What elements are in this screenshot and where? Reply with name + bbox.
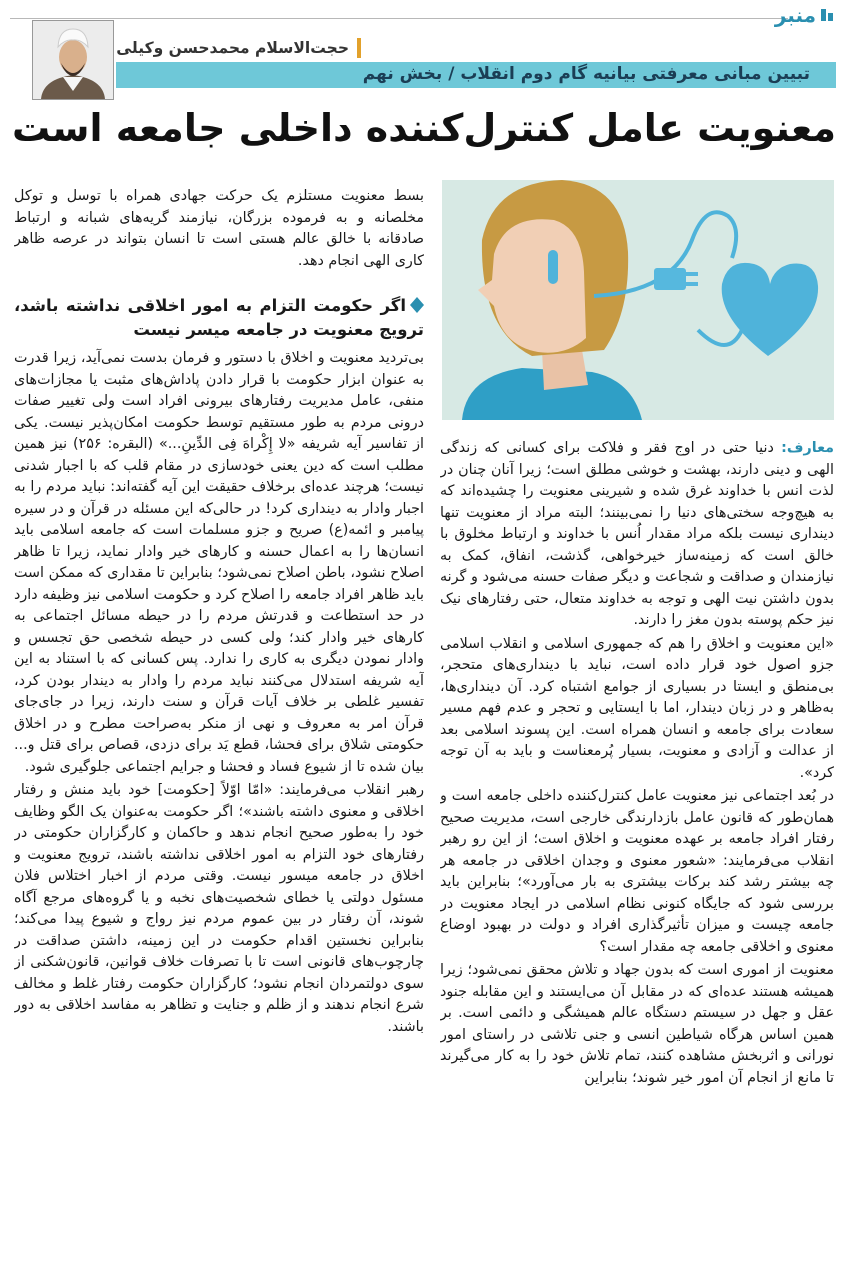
paragraph bbox=[440, 438, 834, 632]
paragraph: در بُعد اجتماعی نیز معنویت عامل کنترل‌کننده داخلی جامعه است و همان‌طور که قانون عامل بازدارندگی خارجی است، مدیریت صحیح رفتار افراد جامعه بر عهده معنویت و اخلاق است؛ از این رو رهبر انقلاب می‌فرمایند: «شعور معنوی و وجدان اخلاقی در جامعه هر چه بیشتر رشد کند برکات بیشتری به بار می‌آورد»؛ بنابراین باید بررسی شود که جایگاه کنونی نظام اسلامی در ایجاد معنویت در جامعه چیست و میزان تأثیرگذاری افراد و دولت در بهبود اوضاع معنوی و اخلاقی جامعه چه مقدار است؟ bbox=[440, 788, 834, 955]
author-photo bbox=[32, 20, 114, 100]
paragraph-text: دنیا حتی در اوج فقر و فلاکت برای کسانی که زندگی الهی و دینی دارند، بهشت و خوشی مطلق است؛ زیرا آنان چنان در لذت انس با خداوند غرق شده و شیرینی معنویت را چشیده‌اند که به هیچ‌وجه سختی‌های دنیا را نمی‌بینند؛ البته مراد از معنویت تنها دینداری نیست بلکه مراد مقدار اُنس با خداوند و ارتباط مخلوق با خالق است که زمینه‌ساز خیرخواهی، گذشت، انفاق، کمک به نیازمندان و صداقت و شجاعت و دیگر صفات حسنه می‌شود و گرنه بدون داشتن نیت الهی و توجه به خداوند متعال، حتی رفتارهای نیک نیز حکم پوسته بدون مغز را دارند. bbox=[440, 440, 834, 628]
author-portrait-icon bbox=[33, 21, 113, 99]
paragraph: رهبر انقلاب می‌فرمایند: «امّا اوّلاً [حکومت] خود باید منش و رفتار اخلاقی و معنوی داشته باشند»؛ اگر حکومت به‌عنوان یک الگو وظایف خود را به‌طور صحیح انجام ندهد و حاکمان و کارگزاران حکومتی در رفتارهای خود التزام به امور اخلاقی نداشته باشند، ترویج معنویت و اخلاق در جامعه میسور نیست. وقتی مردم از اخبار اختلاس فلان مسئول دولتی یا خطای شخصیت‌های نخبه و یا گروه‌های مرجع آگاه شوند، آن رفتار در بین عموم مردم نیز رواج و شیوع پیدا می‌کند؛ بنابراین نخستین اقدام حکومت در این زمینه، داشتن صداقت در چارچوب‌های قانونی است تا با تصرفات خلاف قوانین، قانون‌شکنی از سوی دولتمردان انجام نشود؛ کارگزاران حکومت رفتار غلط و مخالف شرع انجام ندهند و از ظلم و جنایت و تظاهر به مفاسد اخلاقی به دور باشند. bbox=[14, 782, 424, 1035]
paragraph: بی‌تردید معنویت و اخلاق با دستور و فرمان بدست نمی‌آید، زیرا قدرت به عنوان ابزار حکومت با قرار دادن پاداش‌های مثبت یا مجازات‌های منفی، عامل مدیریت رفتارهای بیرونی افراد است ولی تغییر صفات درونی مردم به طور مستقیم توسط حکومت امکان‌پذیر نیست. یکی از تفاسیر آیه شریفه «لا إِکْراهَ فِی الدِّینِ...» (البقره: ۲۵۶) نیز همین مطلب است که دین یعنی خودسازی در مقام قلب که با اجبار شدنی نیست؛ هرچند عده‌ای برخلاف حقیقت این آیه گفته‌اند: نباید مردم را به اجبار وادار به دینداری کرد! در حالی‌که این مسئله در قرآن و در سیره پیامبر و ائمه(ع) صریح و جزو مسلمات است که جامعه اسلامی باید انسان‌ها را به اعمال حسنه و کارهای خیر وادار نماید، زیرا تا ظاهر اصلاح نشود، باطن اصلاح نمی‌شود؛ بنابراین تا مقداری که ممکن است باید ظاهر افراد جامعه را اصلاح کرد و حکومت اسلامی نیز وظیفه دارد در حد استطاعت و قدرتش مردم را در حیطه مسائل اجتماعی به کارهای خیر وادار کند؛ ولی کسی در حیطه شخصی حق تجسس و وادار نمودن دیگری به کاری را ندارد. پس کسانی که با استناد به این آیه شریفه استدلال می‌کنند نباید مردم را وادار به دیندار بودن کرد، تفسیر غلطی بر خلاف آیات قرآن و سنت دارند، زیرا در جای‌جای قرآن امر به معروف و نهی از منکر به‌صراحت مطرح و در اخلاق حکومتی شلاق برای فحشا، قطع یَد برای دزدی، قصاص برای قتل و... بیان شده تا از شیوع فساد و فحشا و جرایم اجتماعی جلوگیری شود. bbox=[14, 350, 424, 775]
left-column bbox=[14, 186, 424, 1276]
series-title: تبیین مبانی معرفتی بیانیه گام دوم انقلاب / بخش نهم bbox=[362, 64, 810, 84]
section-label bbox=[775, 3, 834, 27]
author-name: حجت‌الاسلام محمدحسن وکیلی bbox=[116, 38, 361, 58]
section-label-text: منبر bbox=[774, 3, 816, 27]
subheading bbox=[14, 294, 424, 342]
article-illustration bbox=[442, 180, 834, 420]
section-logo-icon bbox=[820, 8, 834, 22]
series-band bbox=[116, 62, 836, 88]
paragraph: معنویت از اموری است که بدون جهاد و تلاش محقق نمی‌شود؛ زیرا همیشه هستند عده‌ای که در مقابل آن می‌ایستند و این مقابله جنود عقل و جهل در سیستم دستگاه عالم همیشگی و دائمی است. بر همین اساس هرگاه شیاطین انسی و جنی تلاشی در راستای امور نورانی و اثربخش مشاهده کنند، تمام تلاش خود را به کار می‌گیرند تا مانع از انجام آن امور خیر شوند؛ بنابراین bbox=[440, 962, 834, 1086]
paragraph: «این معنویت و اخلاق را هم که جمهوری اسلامی و انقلاب اسلامی جزو اصول خود قرار داده است، نباید با دینداری‌های متحجر، بی‌منطق و ایستا در بسیاری از جوامع اشتباه کرد. آن دینداری‌ها، به‌ظاهر و در زبان دیندار، اما با ایستایی و تحجر و عدم فهم مسیر سعادت برای جامعه و انسان همراه است. این پسوند اسلامی بعد از عدالت و آزادی و معنویت، بسیار پُرمعناست و باید به آن توجه کرد». bbox=[440, 635, 834, 781]
subhead-bullet-icon bbox=[410, 297, 424, 313]
right-column bbox=[440, 438, 834, 1276]
illustration-graphic bbox=[442, 180, 834, 420]
lead-label: معارف: bbox=[781, 440, 834, 456]
paragraph: بسط معنویت مستلزم یک حرکت جهادی همراه با توسل و توکل مخلصانه و به فرموده بزرگان، نیازمند گریه‌های شبانه و ارتباط صادقانه با خالق عالم هستی است تا انسان بتواند در عرصه ظاهر کاری الهی انجام دهد. bbox=[14, 188, 424, 269]
article-title: معنویت عامل کنترل‌کننده داخلی جامعه است bbox=[11, 106, 836, 150]
subheading-text: اگر حکومت التزام به امور اخلاقی نداشته باشد، ترویج معنویت در جامعه میسر نیست bbox=[14, 296, 424, 339]
page-header bbox=[0, 0, 848, 34]
header-rule bbox=[10, 18, 788, 19]
